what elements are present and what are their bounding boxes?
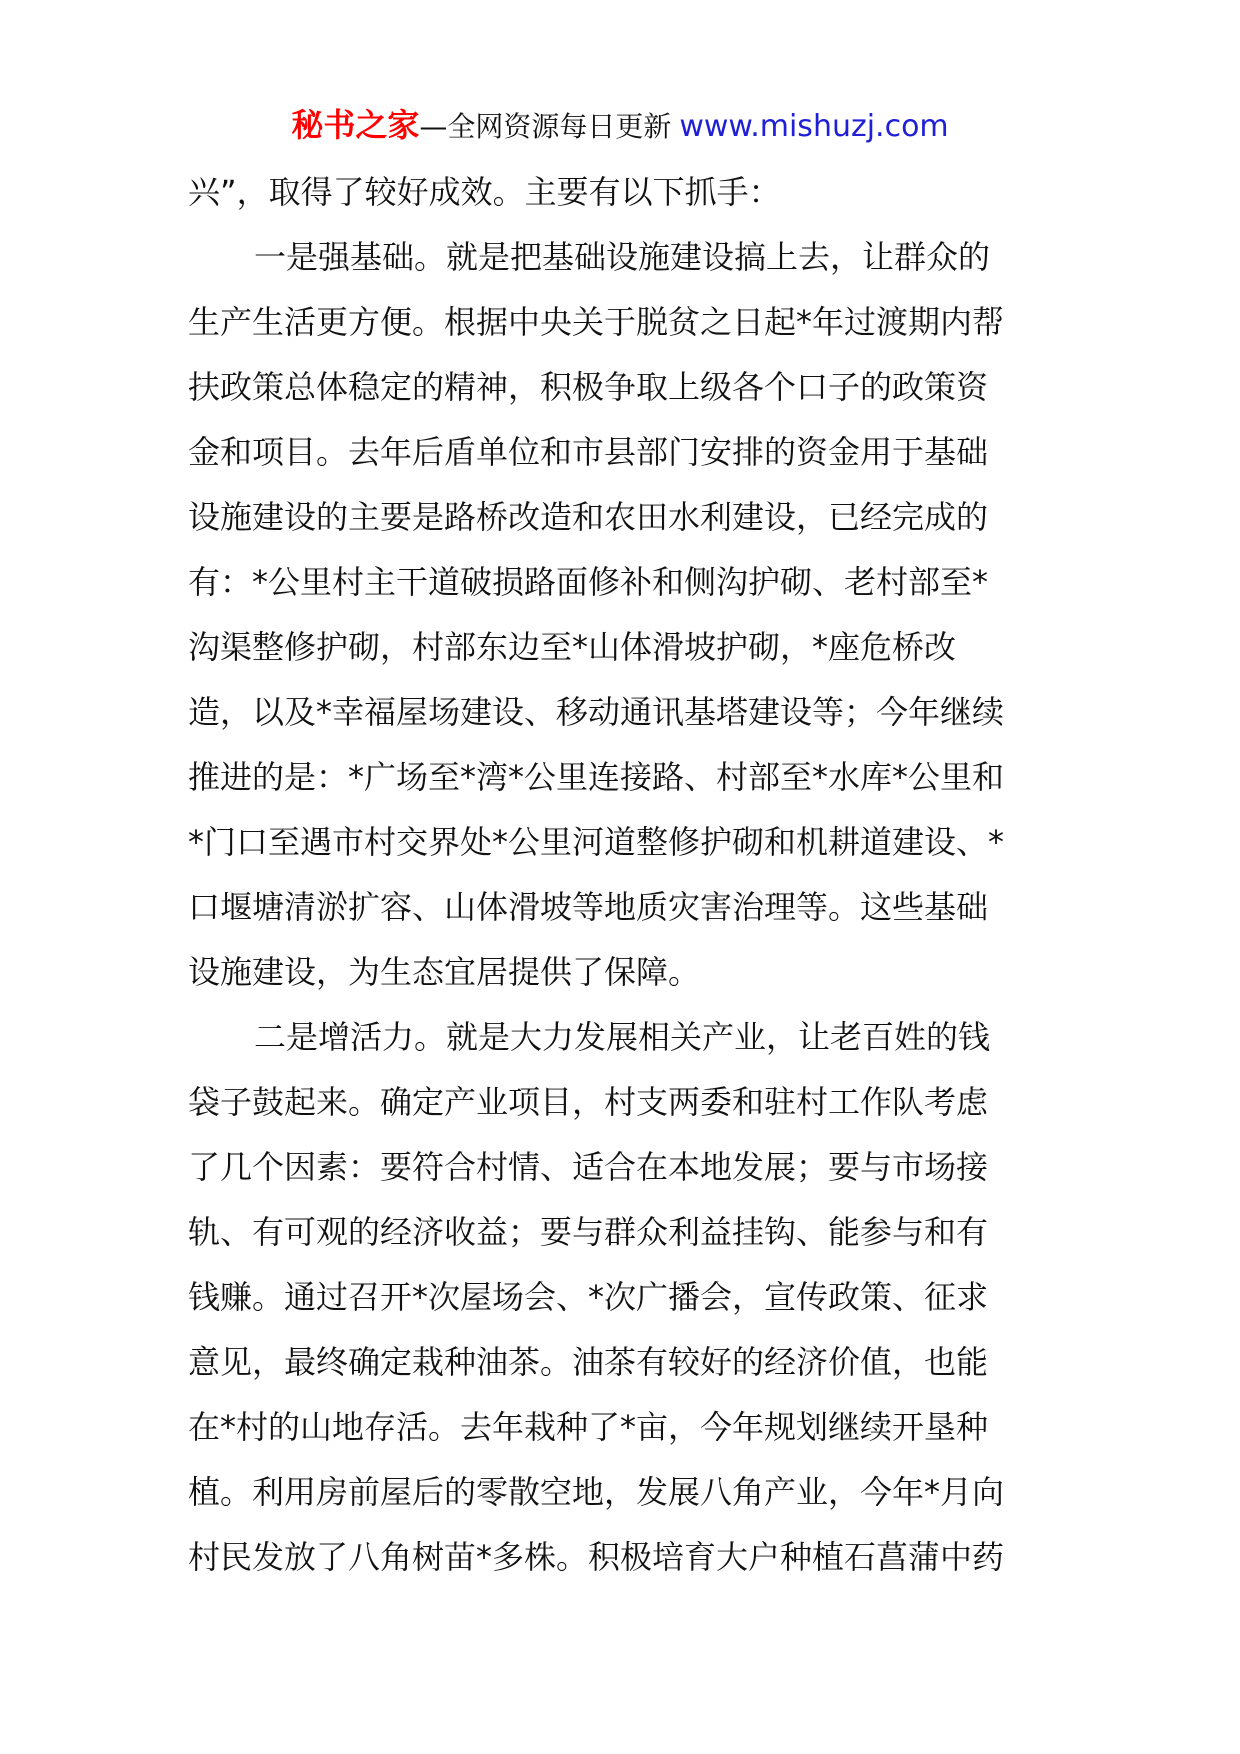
text-line: 了几个因素：要符合村情、适合在本地发展；要与市场接 <box>188 1148 989 1186</box>
text-line: 袋子鼓起来。确定产业项目，村支两委和驻村工作队考虑 <box>188 1083 989 1121</box>
text-line: 推进的是：*广场至*湾*公里连接路、村部至*水库*公里和 <box>188 758 1005 796</box>
text-line: 设施建设的主要是路桥改造和农田水利建设，已经完成的 <box>188 498 989 536</box>
document-body <box>188 160 1056 1590</box>
text-line: 生产生活更方便。根据中央关于脱贫之日起*年过渡期内帮 <box>188 303 1005 341</box>
text-line: 意见，最终确定栽种油茶。油茶有较好的经济价值，也能 <box>188 1343 989 1381</box>
text-line: 设施建设，为生态宜居提供了保障。 <box>188 953 701 991</box>
text-line: 扶政策总体稳定的精神，积极争取上级各个口子的政策资 <box>188 368 989 406</box>
text-line: 有：*公里村主干道破损路面修补和侧沟护砌、老村部至* <box>188 563 989 601</box>
text-line: 金和项目。去年后盾单位和市县部门安排的资金用于基础 <box>188 433 989 471</box>
website-link[interactable]: www.mishuzj.com <box>679 109 949 144</box>
text-line: 口堰塘清淤扩容、山体滑坡等地质灾害治理等。这些基础 <box>188 888 989 926</box>
header-tagline: —全网资源每日更新 <box>419 110 672 143</box>
paragraph-start-line: 二是增活力。就是大力发展相关产业，让老百姓的钱 <box>254 1018 991 1056</box>
text-line: 轨、有可观的经济收益；要与群众利益挂钩、能参与和有 <box>188 1213 989 1251</box>
text-line: 村民发放了八角树苗*多株。积极培育大户种植石菖蒲中药 <box>188 1538 1005 1576</box>
text-line: 在*村的山地存活。去年栽种了*亩，今年规划继续开垦种 <box>188 1408 989 1446</box>
paragraph-start-line: 一是强基础。就是把基础设施建设搞上去，让群众的 <box>254 238 991 276</box>
text-line: *门口至遇市村交界处*公里河道整修护砌和机耕道建设、* <box>188 823 1005 861</box>
text-line: 兴”，取得了较好成效。主要有以下抓手： <box>188 173 781 211</box>
brand-name: 秘书之家 <box>291 106 420 144</box>
text-line: 造，以及*幸福屋场建设、移动通讯基塔建设等；今年继续 <box>188 693 1005 731</box>
text-line: 植。利用房前屋后的零散空地，发展八角产业，今年*月向 <box>188 1473 1005 1511</box>
page-header <box>0 102 1240 154</box>
text-line: 钱赚。通过召开*次屋场会、*次广播会，宣传政策、征求 <box>188 1278 989 1316</box>
text-line: 沟渠整修护砌，村部东边至*山体滑坡护砌，*座危桥改 <box>188 628 957 666</box>
